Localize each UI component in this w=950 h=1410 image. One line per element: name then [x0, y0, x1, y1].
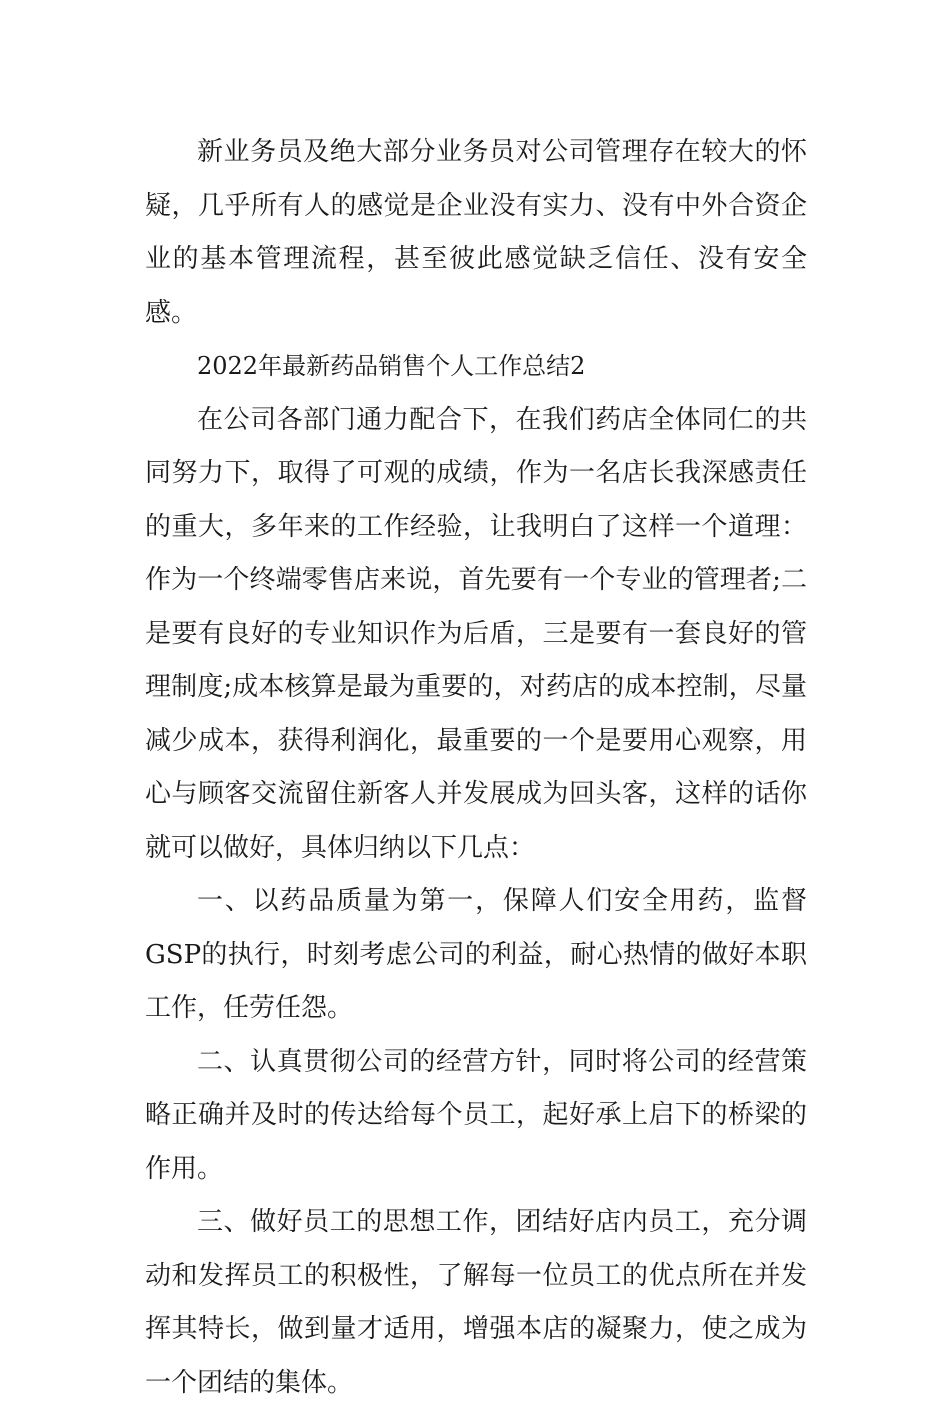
document-body: [145, 126, 807, 1410]
paragraph-point-1: 一、以药品质量为第一，保障人们安全用药，监督GSP的执行，时刻考虑公司的利益，耐心热情的做好本职工作，任劳任怨。: [145, 886, 807, 1023]
paragraph-intro: 新业务员及绝大部分业务员对公司管理存在较大的怀疑，几乎所有人的感觉是企业没有实力、没有中外合资企业的基本管理流程，甚至彼此感觉缺乏信任、没有安全感。: [145, 137, 807, 328]
paragraph-summary: 在公司各部门通力配合下，在我们药店全体同仁的共同努力下，取得了可观的成绩，作为一名店长我深感责任的重大，多年来的工作经验，让我明白了这样一个道理：作为一个终端零售店来说，首先要有一个专业的管理者;二是要有良好的专业知识作为后盾，三是要有一套良好的管理制度;成本核算是最为重要的，对药店的成本控制，尽量减少成本，获得利润化，最重要的一个是要用心观察，用心与顾客交流留住新客人并发展成为回头客，这样的话你就可以做好，具体归纳以下几点：: [145, 404, 807, 863]
paragraph-point-2: 二、认真贯彻公司的经营方针，同时将公司的经营策略正确并及时的传达给每个员工，起好承上启下的桥梁的作用。: [145, 1046, 807, 1184]
paragraph-point-3: 三、做好员工的思想工作，团结好店内员工，充分调动和发挥员工的积极性，了解每一位员工的优点所在并发挥其特长，做到量才适用，增强本店的凝聚力，使之成为一个团结的集体。: [145, 1207, 807, 1398]
section-heading: 2022年最新药品销售个人工作总结2: [197, 352, 586, 380]
